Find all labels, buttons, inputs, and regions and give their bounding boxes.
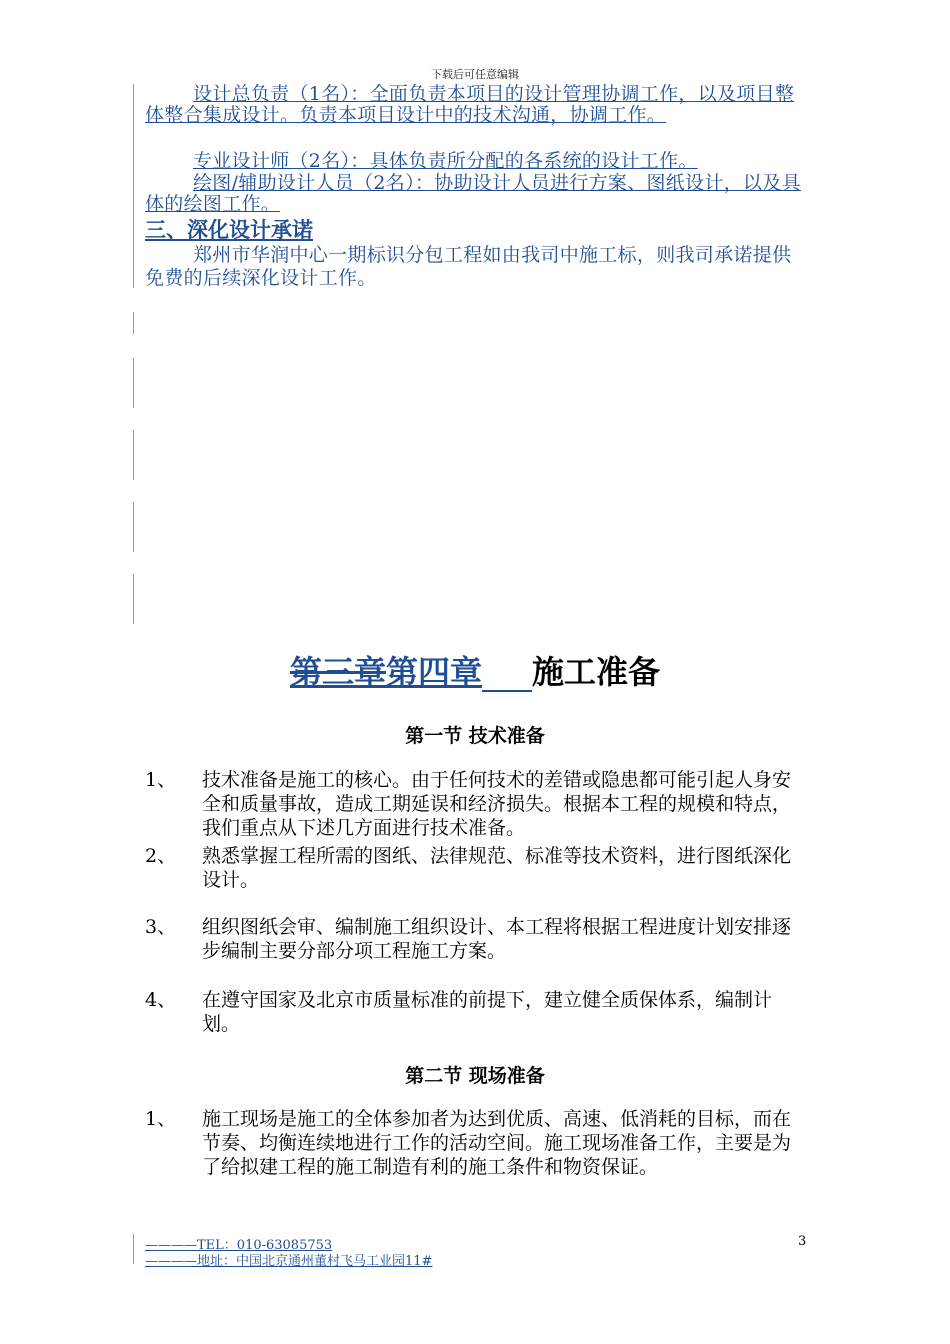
header-note: 下载后可任意编辑 (431, 68, 519, 81)
item-number: 1、 (145, 1108, 177, 1130)
item-number: 3、 (145, 916, 177, 938)
revision-bar (133, 502, 134, 552)
team-drafter-paragraph: 绘图/辅助设计人员（2名）：协助设计人员进行方案、图纸设计，以及具体的绘图工作。 (145, 172, 801, 215)
footer-address: ————地址：中国北京通州董村飞马工业园11# (145, 1254, 433, 1269)
item-number: 1、 (145, 769, 177, 791)
revision-bar (133, 312, 134, 334)
item-text: 熟悉掌握工程所需的图纸、法律规范、标准等技术资料，进行图纸深化设计。 (202, 845, 792, 891)
team-lead-paragraph: 设计总负责（1名）：全面负责本项目的设计管理协调工作，以及项目整体整合集成设计。负责本项目设计中的技术沟通，协调工作。 (145, 83, 795, 126)
tech-section-title: 第一节 技术准备 (405, 725, 545, 747)
item-text: 在遵守国家及北京市质量标准的前提下，建立健全质保体系，编制计划。 (202, 989, 773, 1035)
team-designer-paragraph: 专业设计师（2名）：具体负责所分配的各系统的设计工作。 (193, 150, 698, 172)
revision-bar (133, 358, 134, 408)
footer-tel: ————TEL：010-63085753 (145, 1238, 333, 1253)
chapter-title (0, 652, 950, 692)
item-text: 组织图纸会审、编制施工组织设计、本工程将根据工程进度计划安排逐步编制主要分部分项工程施工方案。 (202, 916, 792, 962)
page-number: 3 (798, 1234, 807, 1249)
chapter-gap (482, 660, 532, 692)
chapter-inserted-number: 第四章 (385, 653, 482, 691)
item-number: 2、 (145, 845, 177, 867)
chapter-deleted-number: 第三章 (289, 653, 386, 691)
site-section-title: 第二节 现场准备 (405, 1065, 545, 1087)
chapter-title-text: 施工准备 (532, 653, 661, 691)
item-number: 4、 (145, 989, 177, 1011)
revision-bar (133, 1234, 134, 1264)
section-text: 郑州市华润中心一期标识分包工程如由我司中施工标，则我司承诺提供免费的后续深化设计工作。 (145, 244, 792, 289)
revision-bar (133, 430, 134, 480)
item-text: 技术准备是施工的核心。由于任何技术的差错或隐患都可能引起人身安全和质量事故，造成工期延误和经济损失。根据本工程的规模和特点，我们重点从下述几方面进行技术准备。 (202, 769, 792, 839)
revision-bar (133, 84, 134, 288)
section-heading: 三、深化设计承诺 (145, 217, 313, 242)
item-text: 施工现场是施工的全体参加者为达到优质、高速、低消耗的目标，而在节奏、均衡连续地进行工作的活动空间。施工现场准备工作，主要是为了给拟建工程的施工制造有利的施工条件和物资保证。 (202, 1108, 792, 1178)
revision-bar (133, 574, 134, 624)
